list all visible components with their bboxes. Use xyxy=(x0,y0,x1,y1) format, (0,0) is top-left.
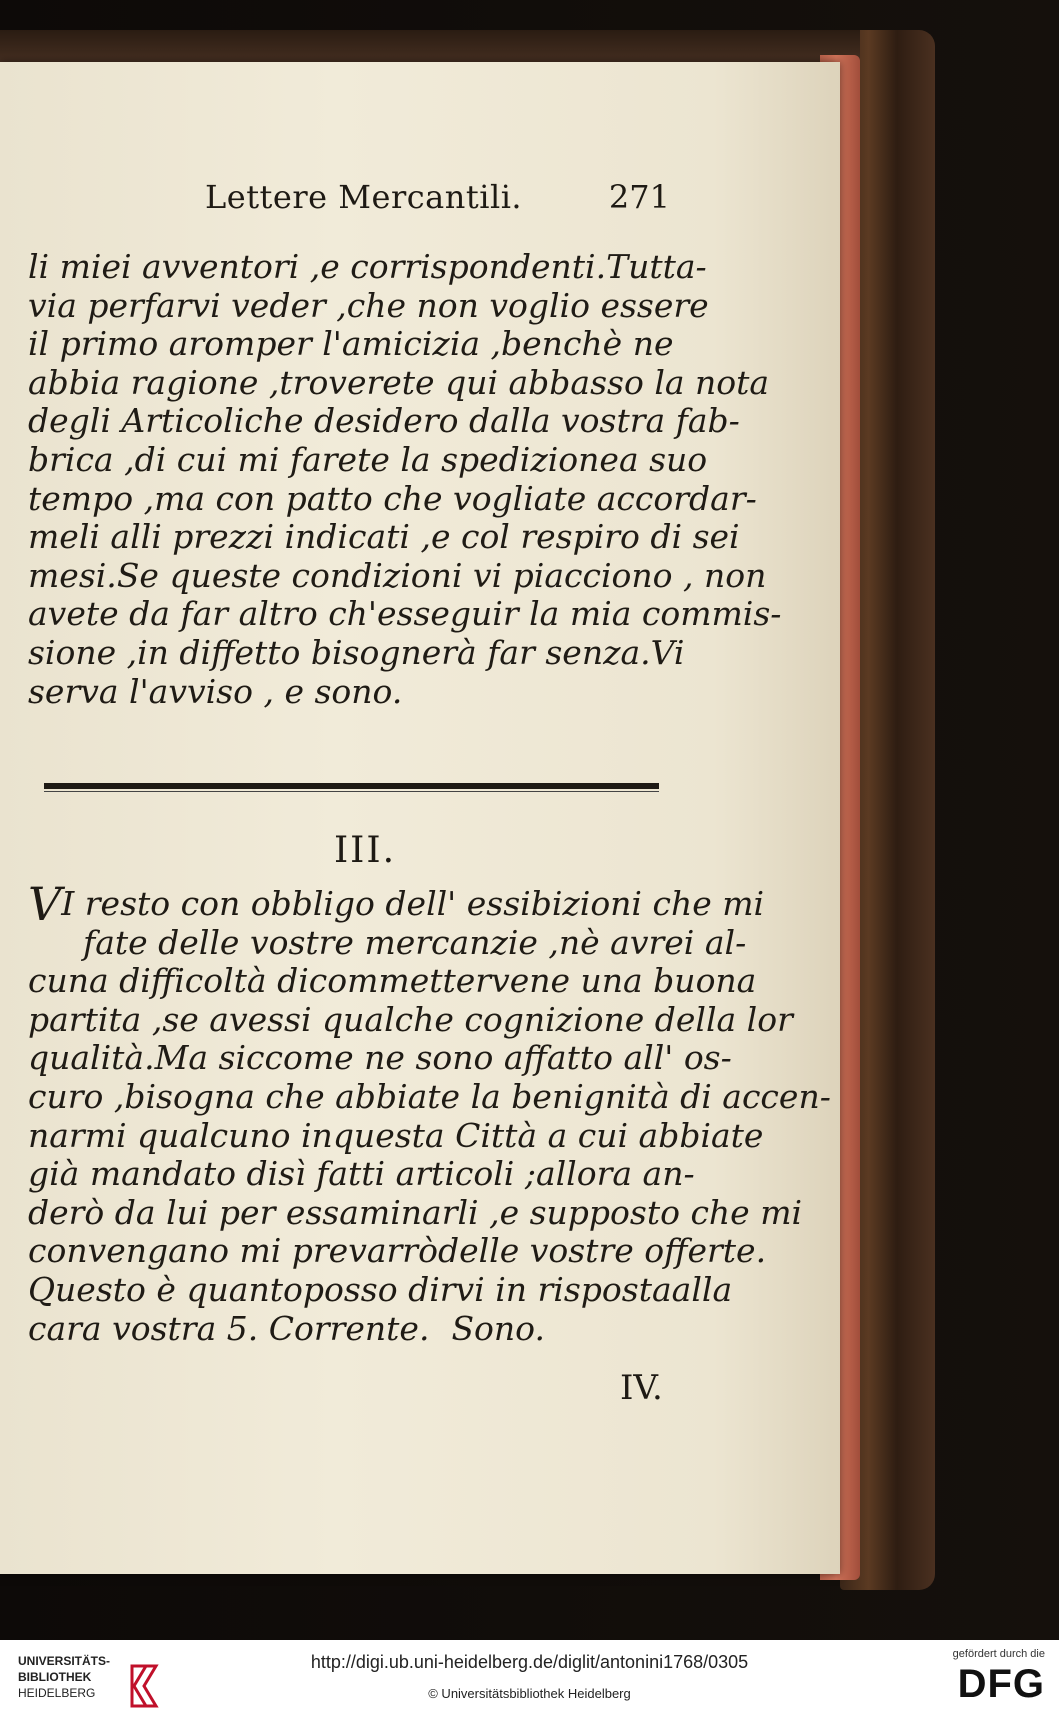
text-line xyxy=(28,961,757,1001)
text-segment: Vi xyxy=(650,632,685,672)
section-heading: III. xyxy=(333,830,397,871)
running-title: Lettere Mercantili. xyxy=(205,178,523,216)
text-line xyxy=(28,401,740,441)
text-line xyxy=(28,594,782,634)
text-segment: tempo , xyxy=(28,478,155,518)
text-segment: benchè ne xyxy=(501,324,674,364)
text-segment: Questo è quanto xyxy=(28,1269,303,1309)
text-line xyxy=(28,555,767,596)
text-segment: allora an- xyxy=(535,1154,695,1194)
text-segment: posso dirvi in risposta xyxy=(302,1269,672,1309)
text-segment: questa Città a cui abbiate xyxy=(332,1115,764,1155)
text-line xyxy=(28,922,747,963)
text-line xyxy=(28,999,793,1040)
running-header xyxy=(205,178,670,222)
text-segment: degli Articoli xyxy=(28,401,245,441)
text-segment: a suo xyxy=(618,439,708,479)
text-segment: già mandato di xyxy=(28,1154,279,1194)
text-segment: ma con patto che vogliate accordar- xyxy=(154,478,757,518)
text-segment: romper l'amicizia , xyxy=(188,324,502,364)
copyright-notice: © Universitätsbibliothek Heidelberg xyxy=(428,1686,631,1701)
text-segment: Sono. xyxy=(451,1308,545,1348)
text-segment: che non voglio essere xyxy=(346,285,709,325)
text-line xyxy=(28,285,709,326)
text-segment: avete da far altro ch'esseguir la mia commis- xyxy=(28,594,782,634)
letter-2-first-line xyxy=(28,877,765,931)
text-segment: curo , xyxy=(28,1076,125,1116)
text-line xyxy=(28,1231,767,1271)
permalink-url[interactable]: http://digi.ub.uni-heidelberg.de/diglit/antonini1768/0305 xyxy=(310,1652,749,1672)
text-segment: bisogna che abbiate la benignità di accen- xyxy=(124,1076,831,1116)
text-line xyxy=(28,517,740,557)
text-segment: narmi qualcuno in xyxy=(28,1115,333,1155)
text-segment: derò da lui per essaminarli , xyxy=(28,1192,500,1232)
text-line xyxy=(28,1310,668,1349)
text-segment: nè avrei al- xyxy=(558,922,747,962)
text-line xyxy=(28,439,708,480)
text-line xyxy=(28,324,674,364)
text-segment: che desidero dalla vostra fab- xyxy=(244,401,740,441)
text-segment: meli alli prezzi indicati , xyxy=(28,517,431,557)
text-line xyxy=(28,362,770,403)
first-line-text: I resto con obbligo dell' essibizioni che mi xyxy=(61,884,765,923)
text-segment: Tutta- xyxy=(606,247,707,286)
text-segment: abbia ragione , xyxy=(28,362,280,402)
text-segment: alla xyxy=(671,1269,733,1309)
text-segment: Se queste condizioni vi piacciono , non xyxy=(116,555,767,595)
library-name-line-3: HEIDELBERG xyxy=(18,1686,96,1700)
text-line xyxy=(28,1154,695,1194)
section-divider-rule xyxy=(44,783,659,789)
text-segment: serva l'avviso , e sono. xyxy=(28,671,403,711)
library-name-line-2: BIBLIOTHEK xyxy=(18,1670,92,1684)
text-segment: se avessi qualche cognizione della lor xyxy=(162,999,793,1039)
text-line xyxy=(28,1115,764,1156)
section-divider-rule-thin xyxy=(44,791,659,792)
text-segment: in diffetto bisognerà far senza. xyxy=(137,632,651,672)
text-segment: di cui mi farete la spedizione xyxy=(134,439,619,479)
drop-cap: V xyxy=(28,877,62,931)
letter-text-2 xyxy=(28,877,831,1348)
dfg-logo xyxy=(925,1648,1045,1708)
text-segment: partita , xyxy=(28,999,163,1039)
text-segment: commettervene una buona xyxy=(308,961,757,1001)
text-segment: sì fatti articoli ; xyxy=(278,1154,536,1194)
text-segment: cara vostra 5. Corrente. xyxy=(28,1308,430,1348)
text-segment: e col respiro di sei xyxy=(430,517,740,557)
text-segment: Ma siccome ne sono affatto all' os- xyxy=(154,1038,732,1078)
text-segment: mesi. xyxy=(28,555,117,595)
digitization-footer xyxy=(0,1640,1059,1717)
dfg-logo-text: DFG xyxy=(957,1662,1045,1706)
text-line xyxy=(28,673,668,712)
text-segment: cuna difficoltà di xyxy=(28,961,309,1001)
text-segment: sione , xyxy=(28,632,138,672)
text-segment: il primo a xyxy=(28,324,189,364)
page-number: 271 xyxy=(608,178,670,216)
dfg-caption: gefördert durch die xyxy=(952,1648,1045,1660)
text-line xyxy=(28,632,685,673)
text-segment: li miei avventori , xyxy=(28,247,321,286)
text-line xyxy=(28,247,707,287)
text-line xyxy=(28,1076,831,1117)
text-segment: e supposto che mi xyxy=(499,1192,803,1232)
letter-text-1 xyxy=(28,247,782,711)
catchword: IV. xyxy=(620,1368,663,1408)
text-segment: brica , xyxy=(28,439,135,479)
library-name-line-1: UNIVERSITÄTS- xyxy=(18,1654,111,1668)
text-segment: e corrispondenti. xyxy=(320,247,607,286)
text-line xyxy=(28,478,757,519)
text-segment: via per xyxy=(28,285,144,325)
text-line xyxy=(28,1192,803,1233)
text-segment: farvi veder , xyxy=(143,285,347,325)
text-line xyxy=(28,1038,732,1078)
text-segment: qualità. xyxy=(28,1038,155,1078)
text-segment: delle vostre offerte. xyxy=(437,1231,767,1271)
text-segment: troverete qui abbasso la nota xyxy=(279,362,770,402)
text-segment: convengano mi prevarrò xyxy=(28,1231,438,1271)
text-line xyxy=(28,1269,733,1310)
text-segment: fate delle vostre mercanzie , xyxy=(83,922,559,962)
